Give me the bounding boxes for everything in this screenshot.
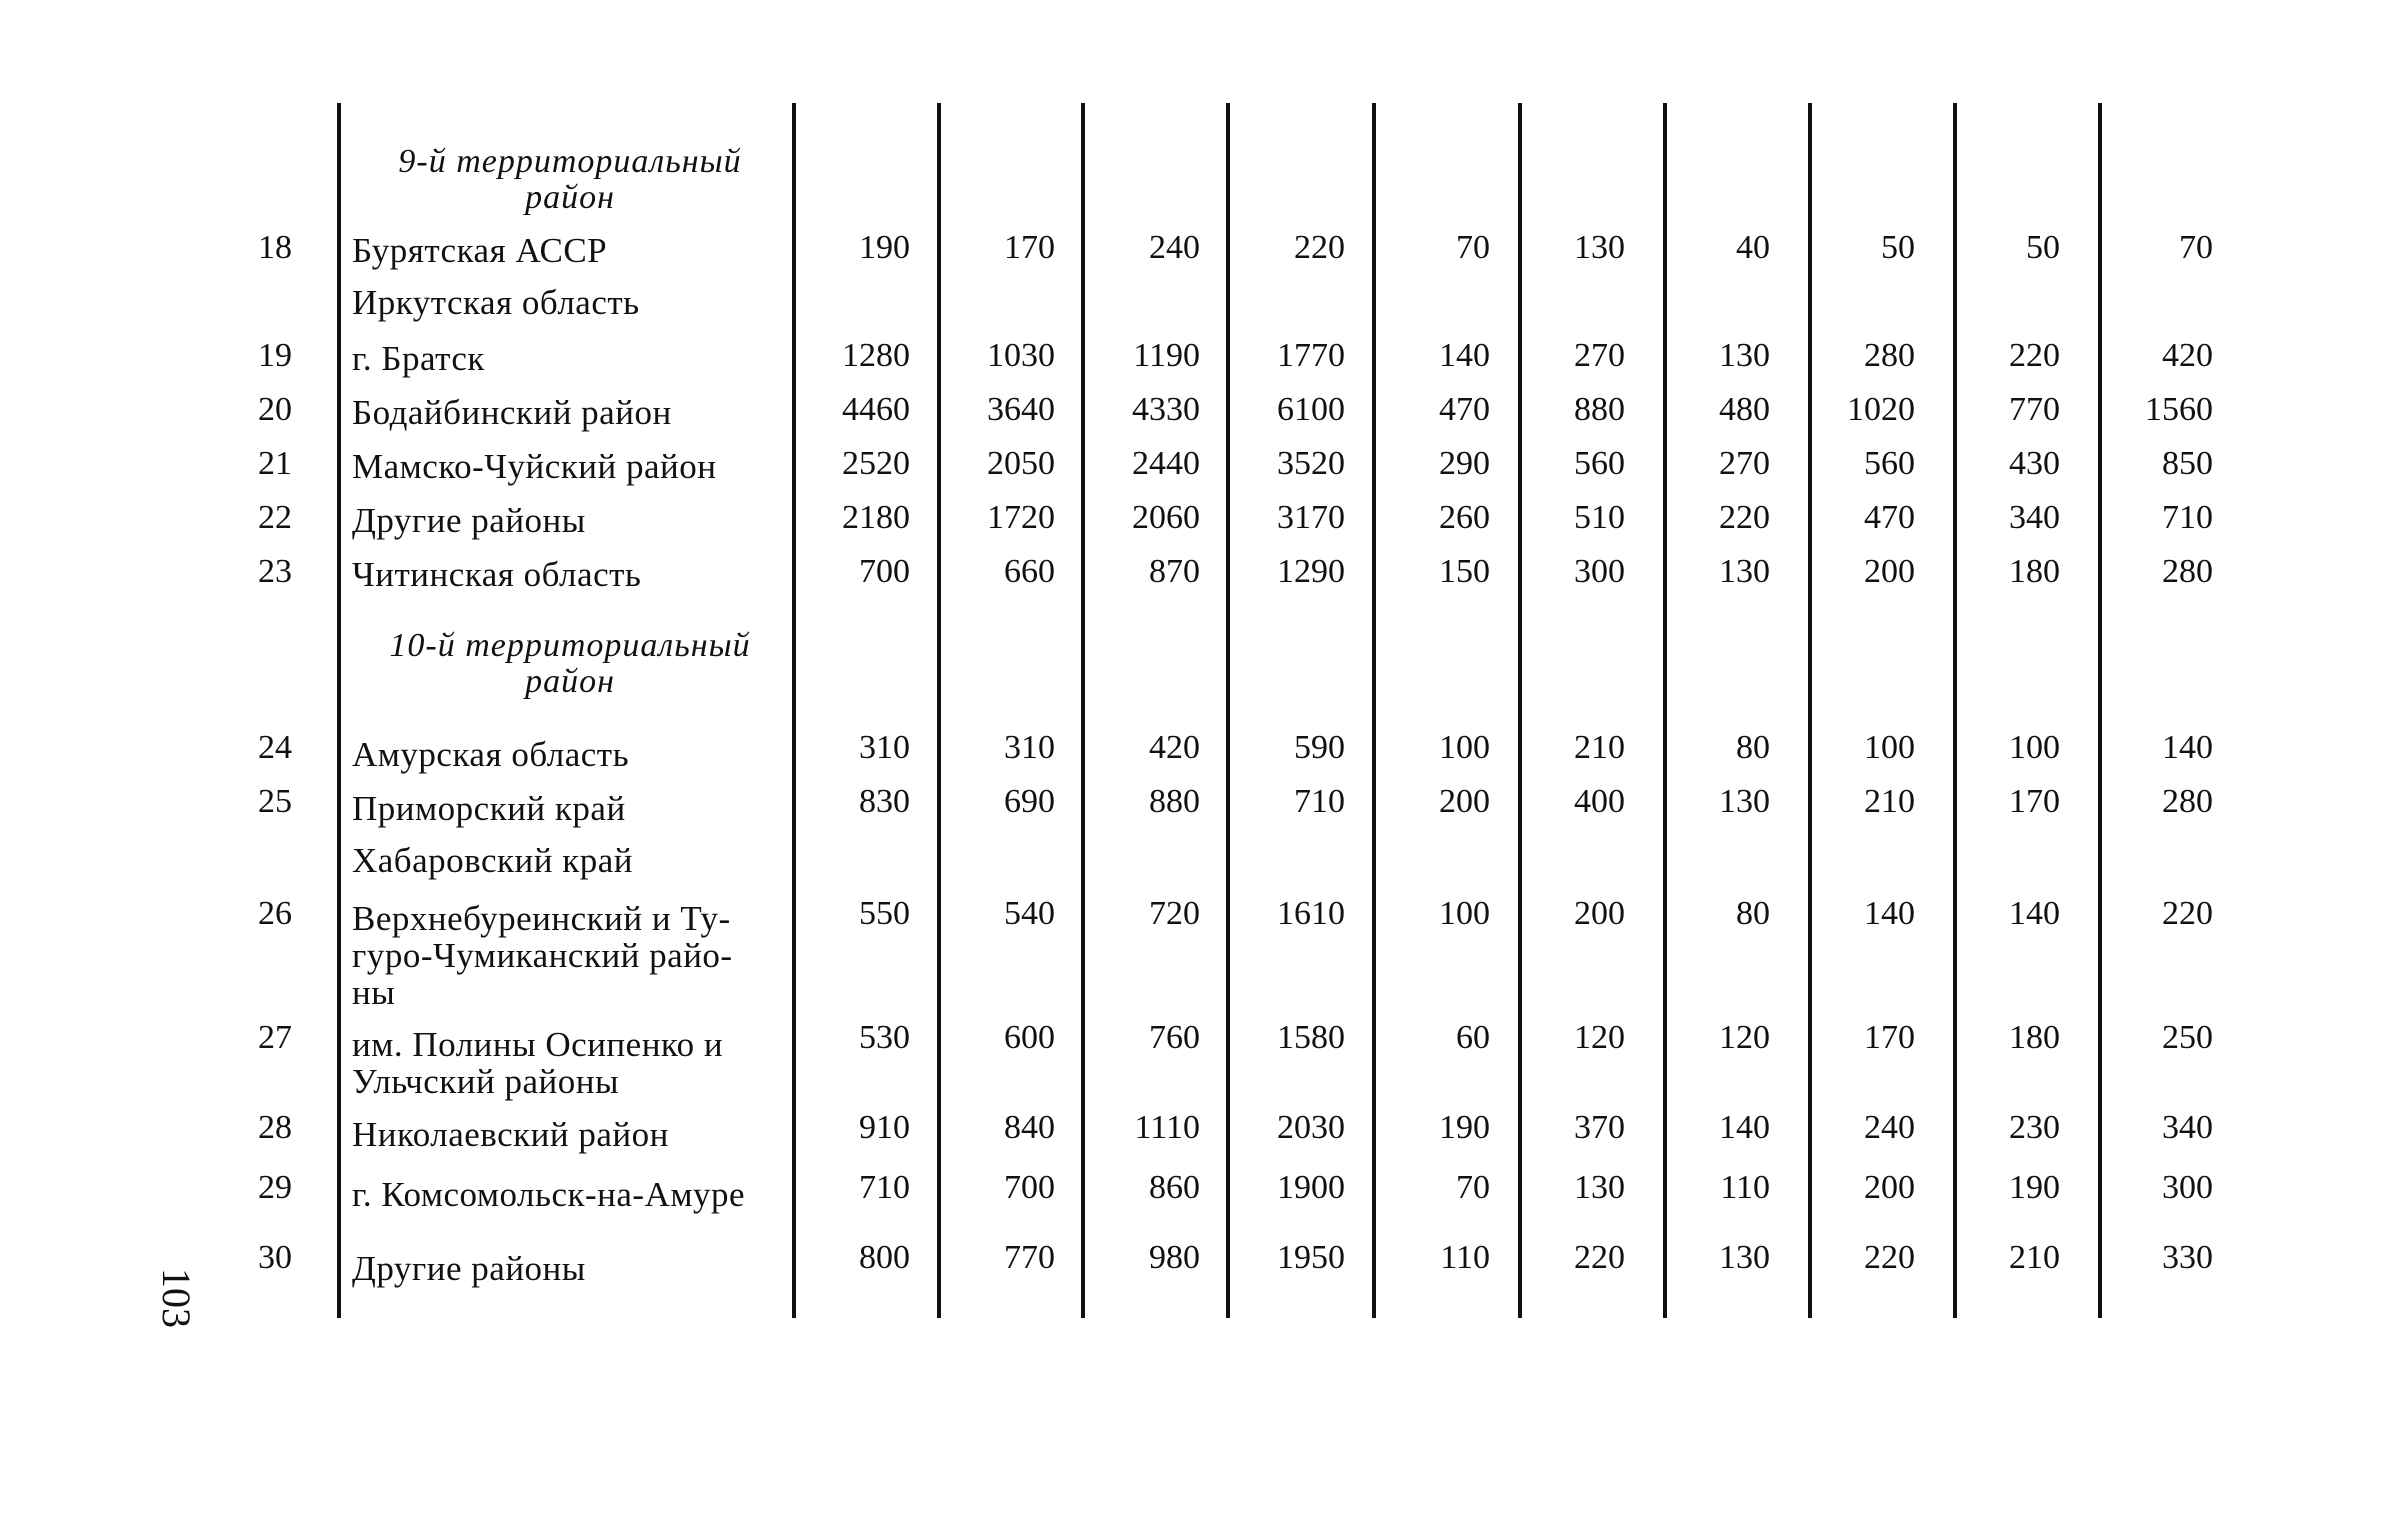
value-cell: 130 [1574,1169,1625,1206]
row-name: г. Комсомольск-на-Амуре [352,1175,746,1214]
value-cell: 100 [1864,729,1915,766]
row-number: 28 [258,1109,292,1146]
value-cell: 330 [2162,1239,2213,1276]
value-cell: 800 [859,1239,910,1276]
value-cell: 240 [1149,229,1200,266]
value-cell: 200 [1574,895,1625,932]
value-cell: 140 [2009,895,2060,932]
page-number: 103 [154,1268,199,1328]
value-cell: 190 [2009,1169,2060,1206]
value-cell: 2180 [842,499,910,536]
value-cell: 2520 [842,445,910,482]
value-cell: 510 [1574,499,1625,536]
value-cell: 2030 [1277,1109,1345,1146]
value-cell: 80 [1736,729,1770,766]
value-cell: 590 [1294,729,1345,766]
value-cell: 560 [1864,445,1915,482]
value-cell: 130 [1719,1239,1770,1276]
heading-line: район [525,663,615,700]
value-cell: 170 [2009,783,2060,820]
value-cell: 710 [2162,499,2213,536]
value-cell: 1030 [987,337,1055,374]
value-cell: 140 [2162,729,2213,766]
row-name: Читинская область [352,555,642,594]
value-cell: 70 [1456,1169,1490,1206]
value-cell: 260 [1439,499,1490,536]
row-name: Другие районы [352,1249,586,1288]
row-number: 21 [258,445,292,482]
value-cell: 850 [2162,445,2213,482]
value-cell: 1110 [1134,1109,1200,1146]
value-cell: 340 [2162,1109,2213,1146]
value-cell: 910 [859,1109,910,1146]
value-cell: 220 [2009,337,2060,374]
value-cell: 1900 [1277,1169,1345,1206]
value-cell: 220 [1294,229,1345,266]
value-cell: 980 [1149,1239,1200,1276]
value-cell: 2050 [987,445,1055,482]
row-name: Амурская область [352,735,630,774]
value-cell: 3170 [1277,499,1345,536]
heading-line: район [525,179,615,216]
row-number: 24 [258,729,292,766]
value-cell: 210 [1864,783,1915,820]
row-number: 23 [258,553,292,590]
value-cell: 2060 [1132,499,1200,536]
value-cell: 220 [1864,1239,1915,1276]
value-cell: 1770 [1277,337,1345,374]
heading-line: 9-й территориальный [398,143,742,180]
value-cell: 540 [1004,895,1055,932]
value-cell: 60 [1456,1019,1490,1056]
heading-line: 10-й территориальный [389,627,751,664]
value-cell: 270 [1719,445,1770,482]
value-cell: 1580 [1277,1019,1345,1056]
value-cell: 130 [1719,553,1770,590]
value-cell: 840 [1004,1109,1055,1146]
value-cell: 280 [2162,783,2213,820]
value-cell: 760 [1149,1019,1200,1056]
value-cell: 550 [859,895,910,932]
row-number: 18 [258,229,292,266]
value-cell: 180 [2009,553,2060,590]
row-number: 30 [258,1239,292,1276]
value-cell: 870 [1149,553,1200,590]
section-heading [360,144,780,216]
value-cell: 140 [1439,337,1490,374]
value-cell: 80 [1736,895,1770,932]
value-cell: 130 [1574,229,1625,266]
value-cell: 270 [1574,337,1625,374]
value-cell: 1610 [1277,895,1345,932]
value-cell: 70 [2179,229,2213,266]
row-name: г. Братск [352,339,485,378]
value-cell: 120 [1719,1019,1770,1056]
row-name-line: ны [352,973,396,1012]
row-number: 20 [258,391,292,428]
row-name: Николаевский район [352,1115,669,1154]
row-name-line: им. Полины Осипенко и [352,1025,724,1064]
value-cell: 110 [1720,1169,1770,1206]
row-name-line: Ульчский районы [352,1062,619,1101]
value-cell: 6100 [1277,391,1345,428]
value-cell: 880 [1574,391,1625,428]
value-cell: 880 [1149,783,1200,820]
value-cell: 370 [1574,1109,1625,1146]
value-cell: 300 [2162,1169,2213,1206]
value-cell: 110 [1440,1239,1490,1276]
value-cell: 700 [859,553,910,590]
value-cell: 250 [2162,1019,2213,1056]
value-cell: 200 [1864,553,1915,590]
value-cell: 1950 [1277,1239,1345,1276]
value-cell: 660 [1004,553,1055,590]
value-cell: 1280 [842,337,910,374]
value-cell: 100 [2009,729,2060,766]
row-name-line: Верхнебуреинский и Ту- [352,899,731,938]
value-cell: 3640 [987,391,1055,428]
value-cell: 200 [1864,1169,1915,1206]
value-cell: 50 [2026,229,2060,266]
value-cell: 720 [1149,895,1200,932]
value-cell: 420 [1149,729,1200,766]
row-name [352,1026,790,1100]
value-cell: 400 [1574,783,1625,820]
value-cell: 1290 [1277,553,1345,590]
value-cell: 340 [2009,499,2060,536]
value-cell: 480 [1719,391,1770,428]
value-cell: 280 [1864,337,1915,374]
subheading: Хабаровский край [352,841,633,880]
value-cell: 1560 [2145,391,2213,428]
section-heading [360,628,780,700]
value-cell: 2440 [1132,445,1200,482]
value-cell: 1020 [1847,391,1915,428]
row-name: Приморский край [352,789,626,828]
value-cell: 470 [1439,391,1490,428]
value-cell: 770 [2009,391,2060,428]
value-cell: 240 [1864,1109,1915,1146]
value-cell: 170 [1004,229,1055,266]
subheading: Иркутская область [352,283,640,322]
value-cell: 210 [2009,1239,2060,1276]
row-name [352,900,790,1011]
value-cell: 170 [1864,1019,1915,1056]
value-cell: 140 [1719,1109,1770,1146]
value-cell: 140 [1864,895,1915,932]
value-cell: 710 [1294,783,1345,820]
value-cell: 4330 [1132,391,1200,428]
value-cell: 220 [1719,499,1770,536]
value-cell: 310 [1004,729,1055,766]
row-number: 26 [258,895,292,932]
row-number: 25 [258,783,292,820]
value-cell: 190 [1439,1109,1490,1146]
value-cell: 530 [859,1019,910,1056]
value-cell: 1190 [1133,337,1200,374]
value-cell: 100 [1439,729,1490,766]
value-cell: 830 [859,783,910,820]
value-cell: 100 [1439,895,1490,932]
value-cell: 70 [1456,229,1490,266]
value-cell: 40 [1736,229,1770,266]
value-cell: 120 [1574,1019,1625,1056]
value-cell: 860 [1149,1169,1200,1206]
value-cell: 600 [1004,1019,1055,1056]
value-cell: 4460 [842,391,910,428]
value-cell: 150 [1439,553,1490,590]
value-cell: 130 [1719,337,1770,374]
value-cell: 420 [2162,337,2213,374]
value-cell: 560 [1574,445,1625,482]
value-cell: 50 [1881,229,1915,266]
column-rule [337,103,341,1318]
value-cell: 1720 [987,499,1055,536]
row-number: 22 [258,499,292,536]
row-name: Бодайбинский район [352,393,672,432]
value-cell: 280 [2162,553,2213,590]
row-name: Мамско-Чуйский район [352,447,717,486]
row-name: Бурятская АССР [352,231,608,270]
value-cell: 470 [1864,499,1915,536]
value-cell: 130 [1719,783,1770,820]
value-cell: 220 [2162,895,2213,932]
value-cell: 230 [2009,1109,2060,1146]
row-number: 29 [258,1169,292,1206]
value-cell: 310 [859,729,910,766]
value-cell: 710 [859,1169,910,1206]
value-cell: 290 [1439,445,1490,482]
value-cell: 430 [2009,445,2060,482]
row-number: 27 [258,1019,292,1056]
row-name-line: гуро-Чумиканский райо- [352,936,733,975]
value-cell: 190 [859,229,910,266]
value-cell: 300 [1574,553,1625,590]
row-number: 19 [258,337,292,374]
value-cell: 220 [1574,1239,1625,1276]
value-cell: 700 [1004,1169,1055,1206]
value-cell: 180 [2009,1019,2060,1056]
value-cell: 200 [1439,783,1490,820]
row-name: Другие районы [352,501,586,540]
value-cell: 210 [1574,729,1625,766]
value-cell: 3520 [1277,445,1345,482]
value-cell: 770 [1004,1239,1055,1276]
value-cell: 690 [1004,783,1055,820]
